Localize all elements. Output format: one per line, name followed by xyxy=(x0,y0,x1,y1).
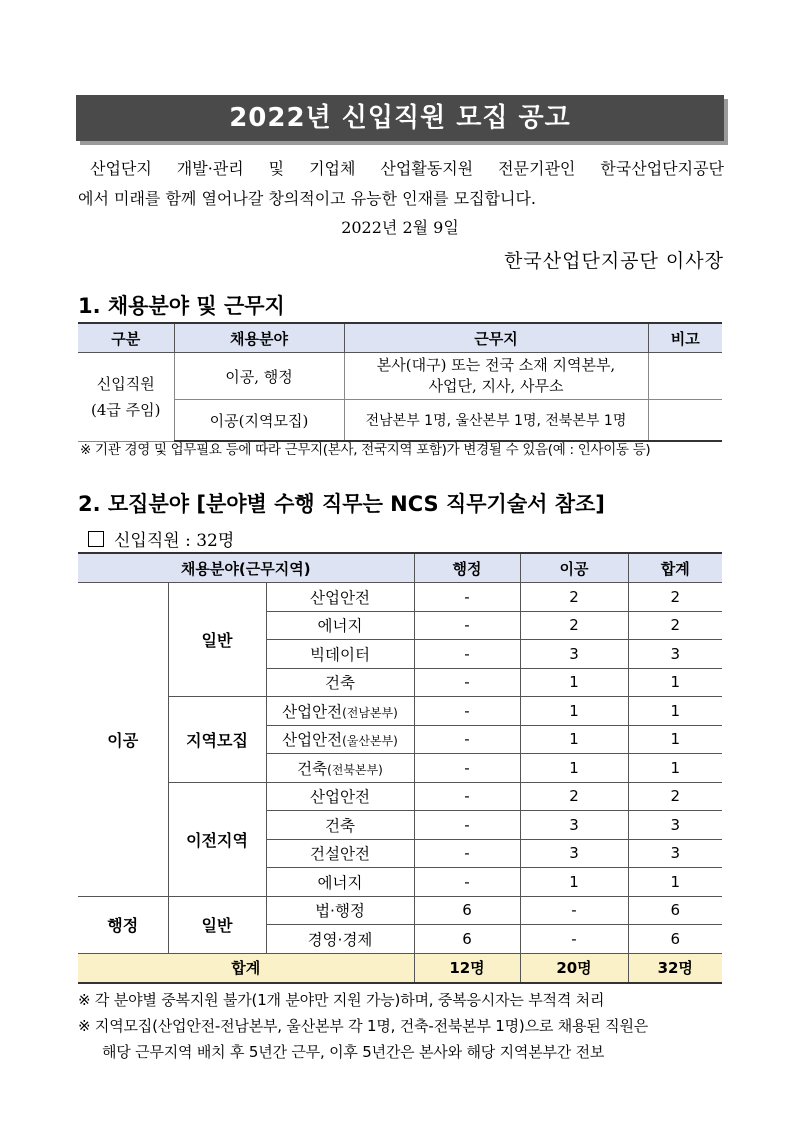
eng-count: - xyxy=(520,896,628,925)
field-name xyxy=(266,754,414,783)
eng-count: 1 xyxy=(520,697,628,726)
table1-header-field: 채용분야 xyxy=(174,323,344,353)
admin-count: - xyxy=(414,839,520,868)
field-label: 산업안전 xyxy=(310,588,370,607)
total-count: 1 xyxy=(628,697,722,726)
table1-header-note: 비고 xyxy=(648,323,722,353)
field-name xyxy=(266,583,414,612)
eng-count: 1 xyxy=(520,668,628,697)
subgroup-label: 지역모집 xyxy=(168,697,266,783)
eng-count: 2 xyxy=(520,782,628,811)
recruitment-field-table xyxy=(78,322,722,442)
sub-heading-text: 신입직원 : 32명 xyxy=(114,531,235,551)
field-label: 에너지 xyxy=(317,617,363,636)
field-label: 빅데이터 xyxy=(310,645,370,664)
table2-header-total: 합계 xyxy=(628,553,722,583)
field-name xyxy=(266,896,414,925)
table2-row xyxy=(78,782,722,811)
admin-count: - xyxy=(414,868,520,897)
location-line-1: 본사(대구) 또는 전국 소재 지역본부, xyxy=(376,356,616,374)
field-name xyxy=(266,611,414,640)
total-count: 6 xyxy=(628,896,722,925)
total-count: 3 xyxy=(628,640,722,669)
table1-field: 이공, 행정 xyxy=(174,353,344,400)
table1-location xyxy=(344,353,648,400)
field-name xyxy=(266,811,414,840)
note-2: ※ 지역모집(산업안전-전남본부, 울산본부 각 1명, 건축-전북본부 1명)으로 채용된 직원은 xyxy=(78,1017,649,1035)
total-count: 1 xyxy=(628,668,722,697)
eng-count: 3 xyxy=(520,640,628,669)
eng-count: 3 xyxy=(520,811,628,840)
subgroup-label: 일반 xyxy=(168,583,266,697)
signer: 한국산업단지공단 이사장 xyxy=(504,250,724,272)
total-count: 2 xyxy=(628,583,722,612)
checkbox-square-icon xyxy=(88,531,104,547)
total-count: 1 xyxy=(628,868,722,897)
page-title: 2022년 신입직원 모집 공고 xyxy=(229,103,571,133)
eng-count: 1 xyxy=(520,868,628,897)
table1-header-location: 근무지 xyxy=(344,323,648,353)
table2-row xyxy=(78,697,722,726)
field-name xyxy=(266,668,414,697)
field-label: 건축 xyxy=(325,816,355,835)
admin-count: - xyxy=(414,725,520,754)
total-count: 3 xyxy=(628,839,722,868)
total-count: 2 xyxy=(628,611,722,640)
location-line-2: 사업단, 지사, 사무소 xyxy=(428,377,564,395)
eng-count: - xyxy=(520,925,628,954)
table2-header-eng: 이공 xyxy=(520,553,628,583)
section-1-heading: 1. 채용분야 및 근무지 xyxy=(78,294,285,318)
table2-total-label: 합계 xyxy=(78,953,414,983)
total-count: 6 xyxy=(628,925,722,954)
eng-count: 1 xyxy=(520,725,628,754)
intro-paragraph xyxy=(78,154,724,214)
table1-location: 전남본부 1명, 울산본부 1명, 전북본부 1명 xyxy=(344,400,648,442)
field-label: 건축 xyxy=(297,759,328,778)
field-name xyxy=(266,925,414,954)
category-line-2: (4급 주임) xyxy=(91,400,161,419)
field-name xyxy=(266,725,414,754)
table1-field: 이공(지역모집) xyxy=(174,400,344,442)
admin-count: - xyxy=(414,611,520,640)
table1-footnote: ※ 기관 경영 및 업무필요 등에 따라 근무지(본사, 전국지역 포함)가 변경될 수 있음(예 : 인사이동 등) xyxy=(80,442,651,458)
group-label: 이공 xyxy=(78,583,168,897)
admin-count: - xyxy=(414,583,520,612)
title-banner xyxy=(76,95,724,141)
note-1: ※ 각 분야별 중복지원 불가(1개 분야만 지원 가능)하며, 중복응시자는 부적격 처리 xyxy=(78,991,605,1009)
admin-count: 6 xyxy=(414,925,520,954)
recruitment-count-table xyxy=(78,552,722,984)
group-label: 행정 xyxy=(78,896,168,953)
category-line-1: 신입직원 xyxy=(96,374,155,393)
table2-body xyxy=(78,583,722,954)
total-count: 2 xyxy=(628,782,722,811)
subgroup-label: 일반 xyxy=(168,896,266,953)
table2-row xyxy=(78,583,722,612)
field-label: 에너지 xyxy=(317,873,363,892)
table1-header-category: 구분 xyxy=(78,323,174,353)
field-label: 경영·경제 xyxy=(307,930,373,949)
field-label: 산업안전 xyxy=(282,702,343,721)
sub-heading xyxy=(88,526,234,551)
field-region: (전남본부) xyxy=(342,705,398,720)
subgroup-label: 이전지역 xyxy=(168,782,266,896)
admin-count: - xyxy=(414,640,520,669)
admin-count: - xyxy=(414,811,520,840)
field-name xyxy=(266,868,414,897)
eng-count: 2 xyxy=(520,611,628,640)
field-name xyxy=(266,782,414,811)
table1-note xyxy=(648,400,722,442)
section-2-heading: 2. 모집분야 [분야별 수행 직무는 NCS 직무기술서 참조] xyxy=(78,492,605,516)
table2-row xyxy=(78,896,722,925)
field-label: 건설안전 xyxy=(310,845,370,864)
field-label: 건축 xyxy=(325,674,355,693)
eng-count: 2 xyxy=(520,583,628,612)
table2-total-sum: 32명 xyxy=(628,953,722,983)
table1-note xyxy=(648,353,722,400)
admin-count: - xyxy=(414,754,520,783)
field-label: 산업안전 xyxy=(282,731,343,750)
field-name xyxy=(266,697,414,726)
table1-category xyxy=(78,353,174,442)
total-count: 1 xyxy=(628,754,722,783)
admin-count: 6 xyxy=(414,896,520,925)
table2-header-admin: 행정 xyxy=(414,553,520,583)
note-2-continued: 해당 근무지역 배치 후 5년간 근무, 이후 5년간은 본사와 해당 지역본부간 전보 xyxy=(102,1043,605,1061)
field-region: (전북본부) xyxy=(327,762,383,777)
admin-count: - xyxy=(414,697,520,726)
eng-count: 3 xyxy=(520,839,628,868)
field-label: 법·행정 xyxy=(315,902,365,921)
intro-line-1: 산업단지 개발·관리 및 기업체 산업활동지원 전문기관인 한국산업단지공단 xyxy=(90,159,724,178)
table2-header-field: 채용분야(근무지역) xyxy=(78,553,414,583)
admin-count: - xyxy=(414,782,520,811)
total-count: 3 xyxy=(628,811,722,840)
field-name xyxy=(266,839,414,868)
admin-count: - xyxy=(414,668,520,697)
total-count: 1 xyxy=(628,725,722,754)
field-region: (울산본부) xyxy=(342,734,398,749)
eng-count: 1 xyxy=(520,754,628,783)
table2-total-eng: 20명 xyxy=(520,953,628,983)
intro-line-2: 에서 미래를 함께 열어나갈 창의적이고 유능한 인재를 모집합니다. xyxy=(78,189,537,208)
field-name xyxy=(266,640,414,669)
announcement-date: 2022년 2월 9일 xyxy=(341,218,459,237)
table2-total-admin: 12명 xyxy=(414,953,520,983)
notes-section xyxy=(78,987,726,1065)
field-label: 산업안전 xyxy=(310,788,370,807)
